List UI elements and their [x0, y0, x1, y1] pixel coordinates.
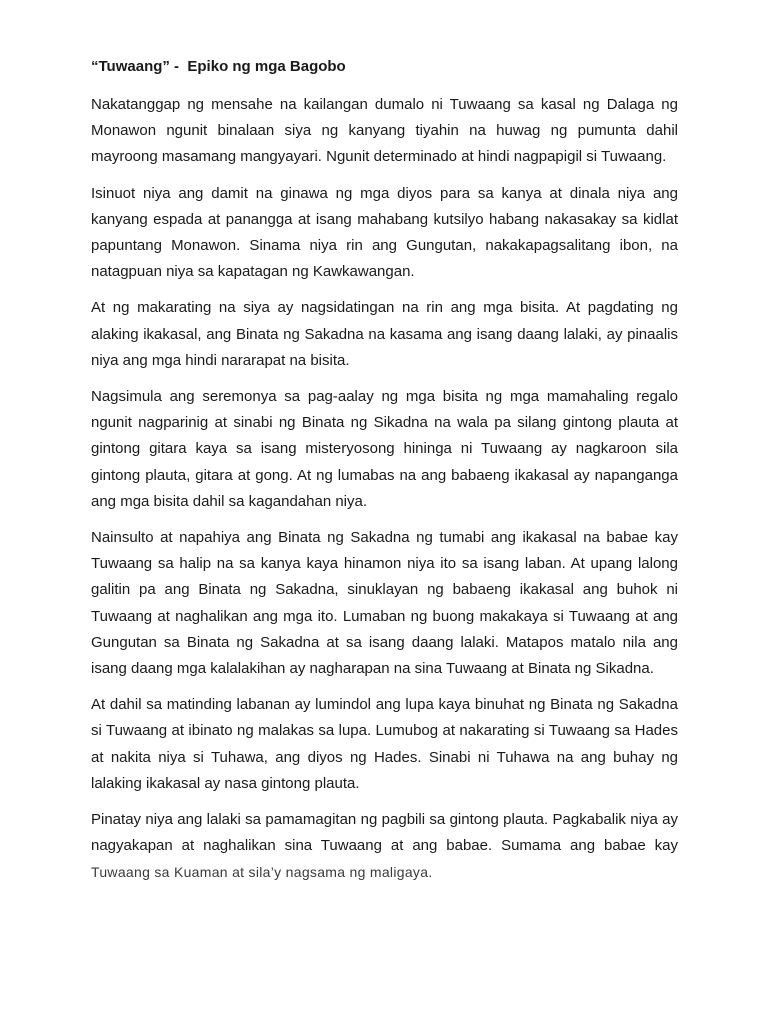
paragraph-2: Isinuot niya ang damit na ginawa ng mga diyos para sa kanya at dinala niya ang kanyang espada at panangga at isang mahabang kutsilyo habang nakasakay sa kidlat papuntang Monawon. Sinama niya rin ang Gungutan, nakakapagsalitang ibon, na natagpuan niya sa kapatagan ng Kawkawangan. — [91, 184, 678, 281]
paragraph-7-final-line: Tuwaang sa Kuaman at sila’y nagsama ng maligaya. — [91, 864, 433, 881]
paragraph-7-body: Pinatay niya ang lalaki sa pamamagitan ng pagbili sa gintong plauta. Pagkabalik niya ay nagyakapan at naghalikan sina Tuwaang at ang babae. Sumama ang babae kay — [91, 811, 678, 855]
paragraph-4: Nagsimula ang seremonya sa pag-aalay ng mga bisita ng mga mamahaling regalo ngunit nagparinig at sinabi ng Binata ng Sikadna na wala pa silang gintong plauta at gintong gitara kaya sa isang misteryosong hininga ni Tuwaang ay nagkaroon sila gintong plauta, gitara at gong. At ng lumabas na ang babaeng ikakasal ay napanganga ang mga bisita dahil sa kagandahan niya. — [91, 388, 678, 510]
document-page — [91, 54, 678, 897]
paragraph-6: At dahil sa matinding labanan ay lumindol ang lupa kaya binuhat ng Binata ng Sakadna si Tuwaang at ibinato ng malakas sa lupa. Lumubog at nakarating si Tuwaang sa Hades at nakita niya si Tuhawa, ang diyos ng Hades. Sinabi ni Tuhawa na ang buhay ng lalaking ikakasal ay nasa gintong plauta. — [91, 696, 678, 792]
document-title: “Tuwaang” - Epiko ng mga Bagobo — [91, 58, 346, 75]
paragraph-7 — [91, 807, 678, 887]
paragraph-3: At ng makarating na siya ay nagsidatingan na rin ang mga bisita. At pagdating ng alaking ikakasal, ang Binata ng Sakadna na kasama ang isang daang lalaki, ay pinaalis niya ang mga hindi nararapat na bisita. — [91, 299, 678, 369]
paragraph-1: Nakatanggap ng mensahe na kailangan dumalo ni Tuwaang sa kasal ng Dalaga ng Monawon ngunit binalaan siya ng kanyang tiyahin na huwag ng pumunta dahil mayroong masamang mangyayari. Ngunit determinado at hindi nagpapigil si Tuwaang. — [91, 96, 678, 166]
paragraph-5: Nainsulto at napahiya ang Binata ng Sakadna ng tumabi ang ikakasal na babae kay Tuwaang sa halip na sa kanya kaya hinamon niya ito sa isang laban. At upang lalong galitin pa ang Binata ng Sakadna, sinuklayan ng babaeng ikakasal ang buhok ni Tuwaang at naghalikan ang mga ito. Lumaban ng buong makakaya si Tuwaang at ang Gungutan sa Binata ng Sakadna at sa isang daang lalaki. Matapos matalo nila ang isang daang mga kalalakihan ay nagharapan na sina Tuwaang at Binata ng Sikadna. — [91, 529, 678, 678]
